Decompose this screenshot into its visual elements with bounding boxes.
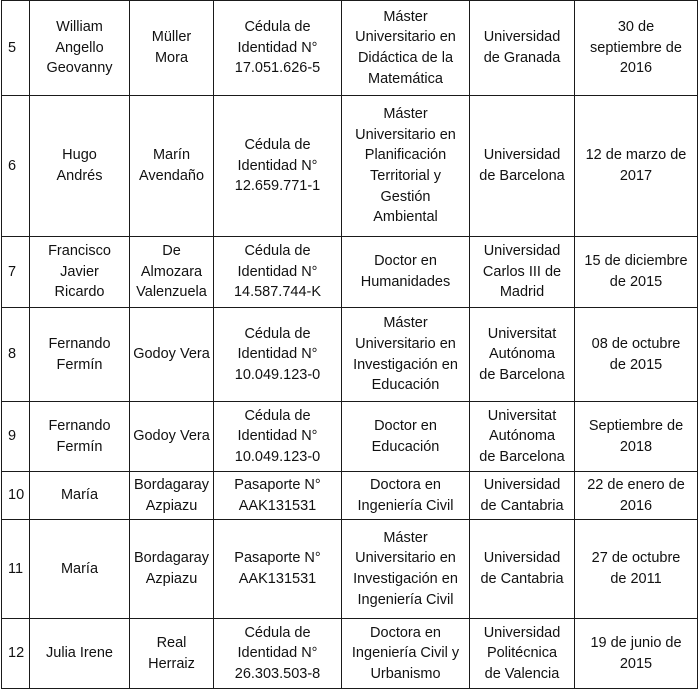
table-row — [2, 1, 698, 96]
degree-cell: Doctora en Ingeniería Civil — [342, 472, 470, 520]
row-number: 7 — [2, 237, 30, 308]
row-number: 9 — [2, 402, 30, 472]
date-cell: 08 de octubre de 2015 — [575, 308, 698, 402]
date-cell: 27 de octubre de 2011 — [575, 520, 698, 619]
table-row — [2, 237, 698, 308]
surnames-cell: Bordagaray Azpiazu — [130, 472, 214, 520]
date-cell: 30 de septiembre de 2016 — [575, 1, 698, 96]
university-cell: Universidad de Cantabria — [470, 472, 575, 520]
date-cell: 15 de diciembre de 2015 — [575, 237, 698, 308]
surnames-cell: De Almozara Valenzuela — [130, 237, 214, 308]
university-cell: Universitat Autónoma de Barcelona — [470, 402, 575, 472]
university-cell: Universidad Politécnica de Valencia — [470, 619, 575, 689]
date-cell: 19 de junio de 2015 — [575, 619, 698, 689]
row-number: 11 — [2, 520, 30, 619]
university-cell: Universidad de Granada — [470, 1, 575, 96]
id-document-cell: Cédula de Identidad N° 12.659.771-1 — [214, 96, 342, 237]
id-document-cell: Cédula de Identidad N° 26.303.503-8 — [214, 619, 342, 689]
date-cell: 12 de marzo de 2017 — [575, 96, 698, 237]
degree-cell: Doctor en Educación — [342, 402, 470, 472]
surnames-cell: Godoy Vera — [130, 308, 214, 402]
degree-cell: Máster Universitario en Didáctica de la Matemática — [342, 1, 470, 96]
degree-cell: Doctor en Humanidades — [342, 237, 470, 308]
given-names-cell: María — [30, 520, 130, 619]
university-cell: Universidad de Cantabria — [470, 520, 575, 619]
surnames-cell: Real Herraiz — [130, 619, 214, 689]
given-names-cell: Fernando Fermín — [30, 402, 130, 472]
table-row — [2, 96, 698, 237]
degree-cell: Máster Universitario en Investigación en Ingeniería Civil — [342, 520, 470, 619]
given-names-cell: Francisco Javier Ricardo — [30, 237, 130, 308]
table-row — [2, 472, 698, 520]
table-row — [2, 402, 698, 472]
row-number: 12 — [2, 619, 30, 689]
degrees-table — [1, 0, 698, 689]
row-number: 10 — [2, 472, 30, 520]
given-names-cell: Julia Irene — [30, 619, 130, 689]
id-document-cell: Cédula de Identidad N° 10.049.123-0 — [214, 402, 342, 472]
surnames-cell: Bordagaray Azpiazu — [130, 520, 214, 619]
given-names-cell: María — [30, 472, 130, 520]
table-row — [2, 520, 698, 619]
table-row — [2, 308, 698, 402]
given-names-cell: Fernando Fermín — [30, 308, 130, 402]
university-cell: Universidad de Barcelona — [470, 96, 575, 237]
table-row — [2, 619, 698, 689]
given-names-cell: Hugo Andrés — [30, 96, 130, 237]
degree-cell: Máster Universitario en Planificación Territorial y Gestión Ambiental — [342, 96, 470, 237]
row-number: 8 — [2, 308, 30, 402]
id-document-cell: Pasaporte N° AAK131531 — [214, 520, 342, 619]
id-document-cell: Pasaporte N° AAK131531 — [214, 472, 342, 520]
university-cell: Universidad Carlos III de Madrid — [470, 237, 575, 308]
degree-cell: Doctora en Ingeniería Civil y Urbanismo — [342, 619, 470, 689]
row-number: 5 — [2, 1, 30, 96]
surnames-cell: Marín Avendaño — [130, 96, 214, 237]
row-number: 6 — [2, 96, 30, 237]
date-cell: 22 de enero de 2016 — [575, 472, 698, 520]
given-names-cell: William Angello Geovanny — [30, 1, 130, 96]
surnames-cell: Godoy Vera — [130, 402, 214, 472]
id-document-cell: Cédula de Identidad N° 14.587.744-K — [214, 237, 342, 308]
surnames-cell: Müller Mora — [130, 1, 214, 96]
id-document-cell: Cédula de Identidad N° 10.049.123-0 — [214, 308, 342, 402]
id-document-cell: Cédula de Identidad N° 17.051.626-5 — [214, 1, 342, 96]
degree-cell: Máster Universitario en Investigación en Educación — [342, 308, 470, 402]
date-cell: Septiembre de 2018 — [575, 402, 698, 472]
university-cell: Universitat Autónoma de Barcelona — [470, 308, 575, 402]
